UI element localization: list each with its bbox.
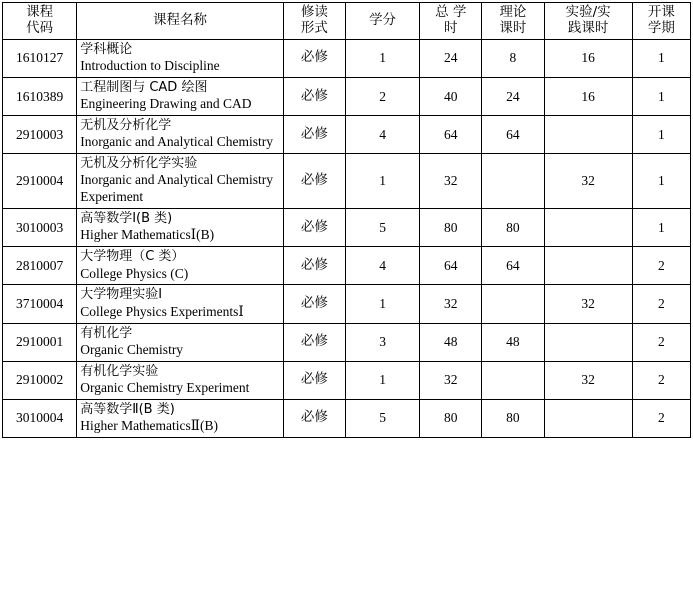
cell-course-name — [77, 247, 284, 285]
cell-term: 1 — [632, 77, 690, 115]
cell-course-name — [77, 39, 284, 77]
cell-credits: 3 — [345, 323, 419, 361]
cell-course-code: 1610127 — [3, 39, 77, 77]
cell-course-code: 3010004 — [3, 399, 77, 437]
course-name-cn: 大学物理（C 类） — [80, 249, 185, 265]
table-row — [3, 285, 691, 323]
course-name-cn: 无机及分析化学 — [80, 118, 172, 134]
cell-course-name — [77, 399, 284, 437]
cell-total-hours: 64 — [420, 116, 482, 154]
table-row — [3, 77, 691, 115]
course-name-cn: 学科概论 — [80, 41, 133, 57]
cell-credits: 4 — [345, 247, 419, 285]
cell-theory-hours: 8 — [482, 39, 544, 77]
cell-course-name — [77, 361, 284, 399]
cell-study-form: 必修 — [283, 285, 345, 323]
cell-theory-hours: 64 — [482, 116, 544, 154]
cell-term: 1 — [632, 39, 690, 77]
cell-credits: 4 — [345, 116, 419, 154]
table-body — [3, 39, 691, 437]
cell-credits: 1 — [345, 154, 419, 209]
cell-study-form: 必修 — [283, 209, 345, 247]
cell-study-form: 必修 — [283, 116, 345, 154]
cell-total-hours: 80 — [420, 399, 482, 437]
table-row — [3, 323, 691, 361]
cell-practice-hours — [544, 209, 632, 247]
column-header-theory-hours: 理论 课时 — [482, 3, 544, 40]
cell-study-form: 必修 — [283, 323, 345, 361]
cell-practice-hours: 32 — [544, 361, 632, 399]
course-name-cn: 无机及分析化学实验 — [80, 156, 198, 172]
table-row — [3, 116, 691, 154]
cell-credits: 1 — [345, 285, 419, 323]
table-header — [3, 3, 691, 40]
course-name-en: Higher MathematicsⅡ(B) — [80, 418, 218, 434]
cell-total-hours: 80 — [420, 209, 482, 247]
cell-theory-hours — [482, 154, 544, 209]
course-name-cn: 大学物理实验Ⅰ — [80, 287, 163, 303]
cell-course-name — [77, 209, 284, 247]
cell-term: 1 — [632, 116, 690, 154]
cell-practice-hours: 16 — [544, 77, 632, 115]
cell-study-form: 必修 — [283, 154, 345, 209]
cell-course-name — [77, 77, 284, 115]
cell-total-hours: 48 — [420, 323, 482, 361]
cell-course-code: 2910001 — [3, 323, 77, 361]
cell-course-code: 3010003 — [3, 209, 77, 247]
course-name-cn: 工程制图与 CAD 绘图 — [80, 79, 208, 95]
cell-course-code: 3710004 — [3, 285, 77, 323]
cell-practice-hours: 16 — [544, 39, 632, 77]
cell-total-hours: 32 — [420, 361, 482, 399]
cell-course-name — [77, 285, 284, 323]
cell-course-name — [77, 116, 284, 154]
column-header-term: 开课 学期 — [632, 3, 690, 40]
cell-theory-hours: 24 — [482, 77, 544, 115]
cell-study-form: 必修 — [283, 399, 345, 437]
column-header-credits: 学分 — [345, 3, 419, 40]
column-header-study-form: 修读 形式 — [283, 3, 345, 40]
cell-term: 2 — [632, 285, 690, 323]
course-name-cn: 高等数学Ⅰ(B 类) — [80, 211, 173, 227]
cell-course-code: 1610389 — [3, 77, 77, 115]
cell-theory-hours: 80 — [482, 399, 544, 437]
cell-term: 1 — [632, 209, 690, 247]
course-name-en: Inorganic and Analytical Chemistry — [80, 134, 274, 150]
cell-total-hours: 32 — [420, 154, 482, 209]
cell-term: 2 — [632, 361, 690, 399]
cell-course-code: 2910002 — [3, 361, 77, 399]
table-row — [3, 399, 691, 437]
cell-study-form: 必修 — [283, 39, 345, 77]
cell-study-form: 必修 — [283, 77, 345, 115]
course-name-cn: 有机化学 — [80, 325, 133, 341]
cell-course-name — [77, 154, 284, 209]
cell-practice-hours — [544, 323, 632, 361]
cell-theory-hours: 48 — [482, 323, 544, 361]
cell-credits: 5 — [345, 399, 419, 437]
table-row — [3, 154, 691, 209]
table-row — [3, 361, 691, 399]
course-name-en: Organic Chemistry — [80, 341, 184, 357]
cell-theory-hours: 80 — [482, 209, 544, 247]
cell-practice-hours — [544, 116, 632, 154]
column-header-practice-hours: 实验/实 践课时 — [544, 3, 632, 40]
cell-study-form: 必修 — [283, 247, 345, 285]
column-header-total-hours: 总 学 时 — [420, 3, 482, 40]
cell-practice-hours: 32 — [544, 154, 632, 209]
cell-total-hours: 24 — [420, 39, 482, 77]
column-header-course-code: 课程 代码 — [3, 3, 77, 40]
cell-practice-hours — [544, 247, 632, 285]
cell-course-code: 2910003 — [3, 116, 77, 154]
column-header-course-name: 课程名称 — [77, 3, 284, 40]
cell-course-name — [77, 323, 284, 361]
cell-term: 2 — [632, 399, 690, 437]
cell-credits: 1 — [345, 361, 419, 399]
cell-term: 2 — [632, 247, 690, 285]
cell-credits: 2 — [345, 77, 419, 115]
cell-term: 1 — [632, 154, 690, 209]
cell-total-hours: 40 — [420, 77, 482, 115]
cell-term: 2 — [632, 323, 690, 361]
course-name-en: Organic Chemistry Experiment — [80, 379, 250, 395]
cell-study-form: 必修 — [283, 361, 345, 399]
course-name-en: Introduction to Discipline — [80, 58, 220, 74]
course-name-en: Engineering Drawing and CAD — [80, 96, 252, 112]
course-name-en: Inorganic and Analytical Chemistry Experiment — [80, 172, 274, 205]
cell-credits: 5 — [345, 209, 419, 247]
cell-course-code: 2810007 — [3, 247, 77, 285]
table-row — [3, 39, 691, 77]
course-name-en: College Physics (C) — [80, 265, 189, 281]
cell-practice-hours: 32 — [544, 285, 632, 323]
course-name-en: Higher MathematicsⅠ(B) — [80, 227, 215, 243]
cell-theory-hours: 64 — [482, 247, 544, 285]
cell-credits: 1 — [345, 39, 419, 77]
table-row — [3, 209, 691, 247]
course-name-en: College Physics ExperimentsⅠ — [80, 303, 244, 319]
header-row — [3, 3, 691, 40]
cell-total-hours: 32 — [420, 285, 482, 323]
table-row — [3, 247, 691, 285]
course-name-cn: 高等数学Ⅱ(B 类) — [80, 401, 175, 417]
course-plan-table — [2, 2, 691, 438]
cell-course-code: 2910004 — [3, 154, 77, 209]
cell-theory-hours — [482, 285, 544, 323]
cell-theory-hours — [482, 361, 544, 399]
cell-practice-hours — [544, 399, 632, 437]
course-name-cn: 有机化学实验 — [80, 363, 159, 379]
cell-total-hours: 64 — [420, 247, 482, 285]
